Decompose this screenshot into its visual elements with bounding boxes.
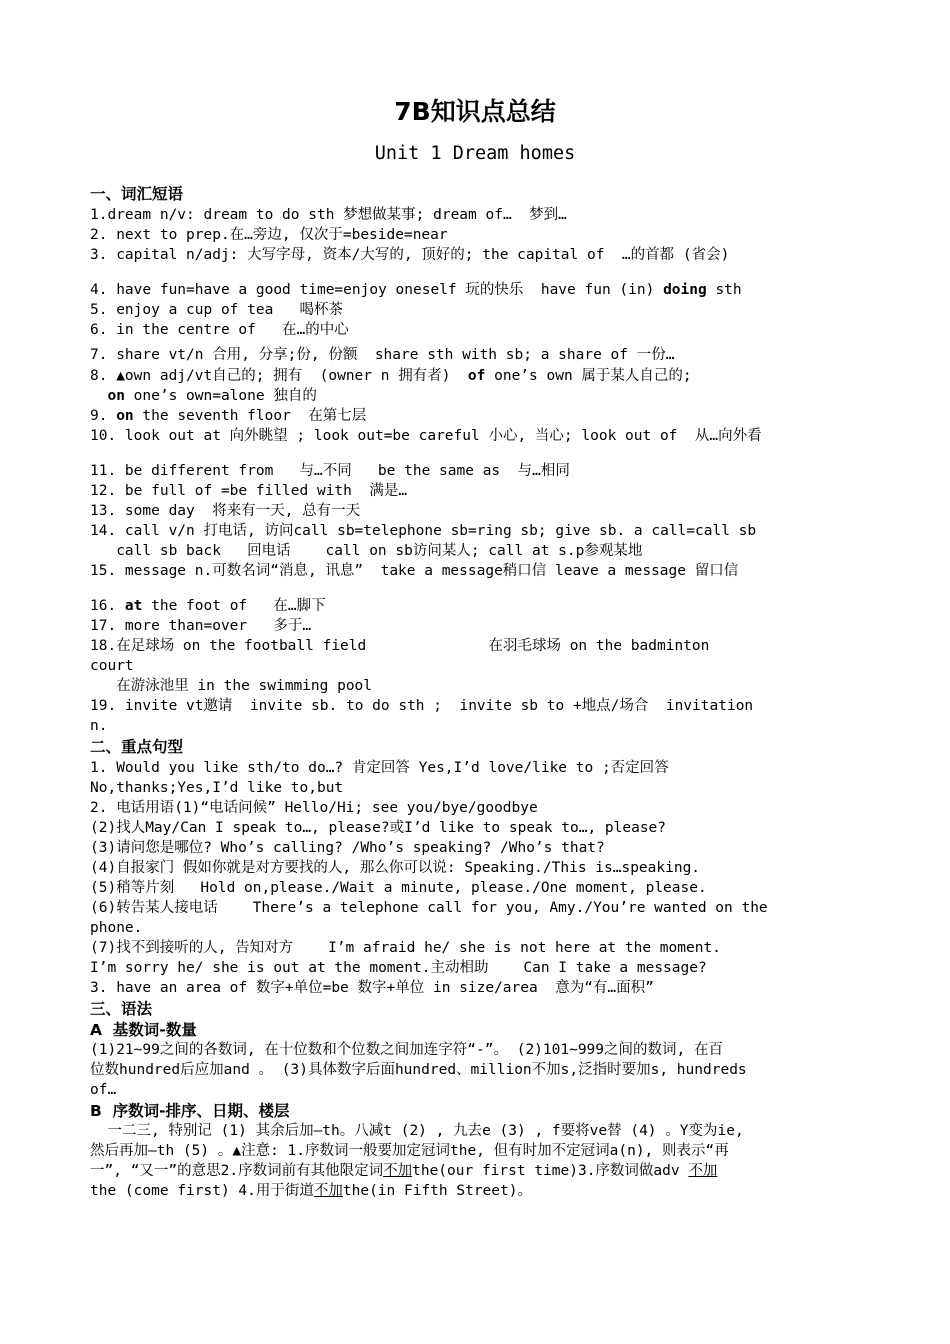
text-span: 8. ▲own adj/vt自己的; 拥有 (owner n 拥有者) bbox=[90, 368, 468, 384]
text-span: at bbox=[124, 598, 143, 614]
text-line: 位数hundred后应加and 。 (3)具体数字后面hundred、million不加s,泛指时要加s, hundreds bbox=[90, 1062, 747, 1078]
text-line: (7)找不到接听的人, 告知对方 I’m afraid he/ she is not here at the moment. bbox=[90, 940, 721, 956]
text-line: 14. call v/n 打电话, 访问call sb=telephone sb=ring sb; give sb. a call=call sb bbox=[90, 523, 757, 539]
text-line: 2. next to prep.在…旁边, 仅次于=beside=near bbox=[90, 227, 448, 243]
section-heading: 三、语法 bbox=[90, 1000, 153, 1018]
text-line: 在游泳池里 in the swimming pool bbox=[90, 678, 373, 694]
text-line: 10. look out at 向外眺望 ; look out=be careful 小心, 当心; look out of 从…向外看 bbox=[90, 428, 762, 444]
text-line: (3)请问您是哪位? Who’s calling? /Who’s speaking? /Who’s that? bbox=[90, 840, 605, 856]
text-span: 9. bbox=[90, 408, 117, 424]
text-line: 12. be full of =be filled with 满是… bbox=[90, 483, 408, 499]
text-line bbox=[90, 1181, 860, 1201]
text-span: on bbox=[107, 388, 125, 404]
text-line: court bbox=[90, 658, 134, 674]
document-title: 7B知识点总结 bbox=[394, 97, 556, 126]
text-span: 不加 bbox=[383, 1163, 413, 1179]
unit-title: Unit 1 Dream homes bbox=[374, 143, 576, 164]
text-span bbox=[90, 388, 107, 404]
text-span: on bbox=[116, 408, 134, 424]
text-line: (2)找人May/Can I speak to…, please?或I’d like to speak to…, please? bbox=[90, 820, 667, 836]
text-line: call sb back 回电话 call on sb访问某人; call at s.p参观某地 bbox=[90, 543, 643, 559]
section-heading: 一、词汇短语 bbox=[90, 185, 184, 203]
text-span: sth bbox=[706, 282, 742, 298]
text-line: 19. invite vt邀请 invite sb. to do sth ; invite sb to +地点/场合 invitation bbox=[90, 698, 754, 714]
text-span: the seventh floor 在第七层 bbox=[133, 408, 367, 424]
section-heading: B 序数词-排序、日期、楼层 bbox=[90, 1102, 290, 1120]
text-line bbox=[90, 1141, 860, 1161]
text-span: the (come first) 4.用于街道 bbox=[90, 1183, 314, 1199]
text-line: (1)21~99之间的各数词, 在十位数和个位数之间加连字符“-”。 (2)101~999之间的数词, 在百 bbox=[90, 1042, 723, 1058]
text-span: of bbox=[467, 368, 486, 384]
text-line: 1.dream n/v: dream to do sth 梦想做某事; dream of… 梦到… bbox=[90, 207, 567, 223]
section-heading: A 基数词-数量 bbox=[90, 1021, 197, 1039]
text-line: of… bbox=[90, 1082, 117, 1098]
text-line: I’m sorry he/ she is out at the moment.主动相助 Can I take a message? bbox=[90, 960, 707, 976]
text-line: (4)自报家门 假如你就是对方要找的人, 那么你可以说: Speaking./This is…speaking. bbox=[90, 860, 701, 876]
text-line: 17. more than=over 多于… bbox=[90, 618, 312, 634]
text-line: No,thanks;Yes,I’d like to,but bbox=[90, 780, 344, 796]
text-span: the(our first time)3.序数词做adv bbox=[412, 1163, 689, 1179]
section-heading: 二、重点句型 bbox=[90, 738, 184, 756]
text-span: doing bbox=[663, 282, 707, 298]
text-line: 5. enjoy a cup of tea 喝杯茶 bbox=[90, 302, 344, 318]
text-line: 1. Would you like sth/to do…? 肯定回答 Yes,I’d love/like to ;否定回答 bbox=[90, 760, 669, 776]
text-line: (5)稍等片刻 Hold on,please./Wait a minute, please./One moment, please. bbox=[90, 880, 707, 896]
text-line: n. bbox=[90, 718, 108, 734]
text-span: the(in Fifth Street)。 bbox=[342, 1183, 532, 1199]
text-span: one’s own=alone 独自的 bbox=[124, 388, 317, 404]
text-line: (6)转告某人接电话 There’s a telephone call for you, Amy./You’re wanted on the bbox=[90, 900, 768, 916]
text-line: 3. capital n/adj: 大写字母, 资本/大写的, 顶好的; the capital of …的首都 (省会) bbox=[90, 247, 730, 263]
text-line: 11. be different from 与…不同 be the same as 与…相同 bbox=[90, 463, 570, 479]
text-line: 15. message n.可数名词“消息, 讯息” take a message稍口信 leave a message 留口信 bbox=[90, 563, 739, 579]
text-span: one’s own 属于某人自己的; bbox=[485, 368, 692, 384]
text-span: 4. have fun=have a good time=enjoy oneself 玩的快乐 have fun (in) bbox=[90, 282, 664, 298]
text-span: 不加 bbox=[688, 1163, 718, 1179]
text-line: phone. bbox=[90, 920, 143, 936]
text-line bbox=[90, 280, 860, 300]
text-line: 2. 电话用语(1)“电话问候” Hello/Hi; see you/bye/goodbye bbox=[90, 800, 538, 816]
text-span: 然后再加—th (5) 。▲注意: 1.序数词一般要加定冠词the, 但有时加不定冠词a(n), 则表示“再 bbox=[90, 1143, 729, 1159]
text-line: 18.在足球场 on the football field 在羽毛球场 on the badminton bbox=[90, 638, 710, 654]
text-line bbox=[90, 366, 860, 386]
text-line: 3. have an area of 数字+单位=be 数字+单位 in size/area 意为“有…面积” bbox=[90, 980, 654, 996]
text-line: 7. share vt/n 合用, 分享;份, 份额 share sth with sb; a share of 一份… bbox=[90, 347, 675, 363]
text-line bbox=[90, 406, 860, 426]
text-line bbox=[90, 1161, 860, 1181]
text-span: the foot of 在…脚下 bbox=[142, 598, 326, 614]
text-line: 6. in the centre of 在…的中心 bbox=[90, 322, 349, 338]
text-span: 16. bbox=[90, 598, 125, 614]
text-line: 13. some day 将来有一天, 总有一天 bbox=[90, 503, 361, 519]
text-line: 一二三, 特别记 (1) 其余后加—th。八减t (2) , 九去e (3) , f要将ve替 (4) 。Y变为ie, bbox=[90, 1123, 744, 1139]
text-line bbox=[90, 386, 860, 406]
text-span: 不加 bbox=[313, 1183, 343, 1199]
text-line bbox=[90, 596, 860, 616]
text-span: 一”, “又一”的意思2.序数词前有其他限定词 bbox=[90, 1163, 384, 1179]
